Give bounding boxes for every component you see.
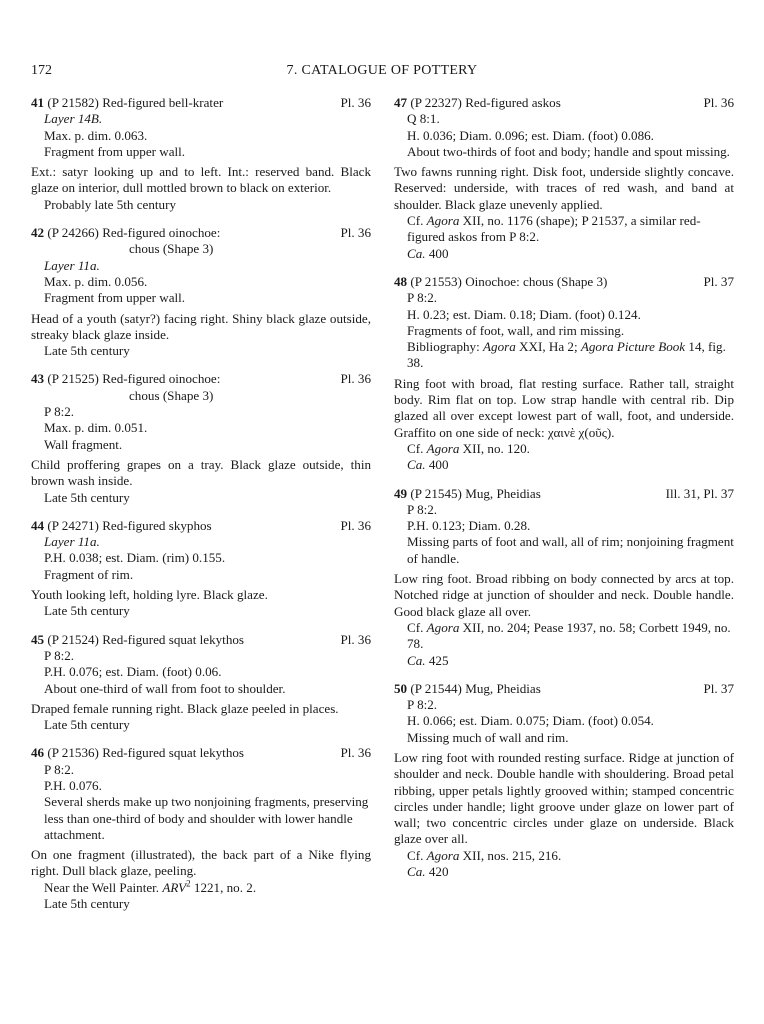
dimensions: Max. p. dim. 0.056. [44,273,148,289]
inventory-number: (P 24266) [47,225,99,241]
description: Low ring foot. Broad ribbing on body connected by arcs at top. Notched ridge at junction of shoulder and neck. Double handle. Good black glaze all over. [394,571,734,619]
entry-title-continued: chous (Shape 3) [129,241,214,257]
condition: Missing parts of foot and wall, all of rim; nonjoining fragment of handle. [407,534,734,566]
running-head: 7. CATALOGUE OF POTTERY [286,63,478,78]
condition: Fragment from upper wall. [44,143,186,159]
description: On one fragment (illustrated), the back part of a Nike flying right. Dull black glaze, peeling. [31,847,371,879]
dimensions: Max. p. dim. 0.063. [44,127,148,143]
entry-heading [394,681,734,697]
reference: Cf. Agora XII, no. 1176 (shape); P 21537, a similar red-figured askos from P 8:2. [407,213,701,245]
description: Low ring foot with rounded resting surface. Ridge at junction of shoulder and neck. Double handle with shouldering. Broad petal ribbing, upper petals lightly grooved within; stamped concentric circles under handle; light groove under glaze on lower part of wall; two concentric circles under glaze on underside. Black glaze over all. [394,749,734,847]
condition: About one-third of wall from foot to shoulder. [44,680,286,696]
entry-number: 41 [31,95,45,110]
entry-heading [31,371,371,387]
inventory-number: (P 21536) [47,745,99,761]
entry-number: 42 [31,225,45,241]
dimensions: Max. p. dim. 0.051. [44,420,148,436]
condition: Fragment of rim. [44,566,134,582]
description: Head of a youth (satyr?) facing right. Shiny black glaze outside, streaky black glaze inside. [31,310,371,342]
plate-reference: Pl. 37 [703,680,734,696]
entry-title: Mug, Pheidias [465,485,541,501]
description: Child proffering grapes on a tray. Black glaze outside, thin brown wash inside. [31,456,371,489]
date: Late 5th century [44,603,130,619]
date: Ca. 420 [407,864,449,880]
entry-number: 50 [394,680,408,696]
dimensions: H. 0.066; est. Diam. 0.075; Diam. (foot) 0.054. [407,713,654,729]
inventory-number: (P 21525) [47,371,99,387]
deposit: P 8:2. [407,290,438,306]
date: Ca. 425 [407,652,449,668]
entry-heading [31,632,371,648]
entry-heading [394,95,734,111]
condition: About two-thirds of foot and body; handle and spout missing. [407,143,730,159]
catalogue-entry-47 [394,95,734,262]
inventory-number: (P 24271) [47,517,99,533]
plate-reference: Ill. 31, Pl. 37 [665,485,734,501]
date: Ca. 400 [407,457,449,473]
catalogue-entry-48 [394,274,734,474]
bibliography: Bibliography: Agora XXI, Ha 2; Agora Picture Book 14, fig. 38. [407,339,726,371]
inventory-number: (P 21544) [410,680,462,696]
plate-reference: Pl. 36 [340,631,371,647]
reference: Cf. Agora XII, no. 120. [407,440,530,456]
reference: Near the Well Painter. ARV$^2$ 1221, no. 2. [44,878,257,895]
catalogue-entry-41 [31,95,371,213]
inventory-number: (P 21524) [47,631,99,647]
dimensions: H. 0.036; Diam. 0.096; est. Diam. (foot) 0.086. [407,127,654,143]
plate-reference: Pl. 36 [340,745,371,761]
plate-reference: Pl. 36 [340,225,371,241]
catalogue-entry-42 [31,225,371,359]
deposit: P 8:2. [44,404,75,420]
condition: Wall fragment. [44,436,123,452]
dimensions: H. 0.23; est. Diam. 0.18; Diam. (foot) 0.124. [407,306,641,322]
inventory-number: (P 21545) [410,485,462,501]
deposit: P 8:2. [44,647,75,663]
reference: Cf. Agora XII, no. 204; Pease 1937, no. 58; Corbett 1949, no. 78. [407,619,731,652]
condition: Missing much of wall and rim. [407,729,569,745]
catalogue-entry-43 [31,371,371,505]
entry-number: 44 [31,517,45,533]
deposit: Layer 11a. [44,257,100,273]
date: Probably late 5th century [44,196,176,212]
description: Ext.: satyr looking up and to left. Int.: reserved band. Black glaze on interior, dull mottled brown to black on exterior. [31,164,371,196]
deposit: Layer 11a. [44,534,100,550]
condition: Fragments of foot, wall, and rim missing. [407,322,625,338]
page-header [31,63,733,83]
entry-title: Red-figured oinochoe: [102,371,221,387]
entry-number: 48 [394,273,408,289]
inventory-number: (P 22327) [410,95,462,110]
deposit: Q 8:1. [407,111,440,127]
entry-number: 45 [31,631,45,647]
entry-heading [394,486,734,502]
condition: Fragment from upper wall. [44,290,186,306]
description: Two fawns running right. Disk foot, underside slightly concave. Reserved: underside, with traces of red wash, and band at shoulder. Black glaze unevenly applied. [394,164,734,212]
entry-title: Red-figured squat lekythos [102,745,245,761]
description: Draped female running right. Black glaze peeled in places. [31,700,339,716]
deposit: P 8:2. [407,501,438,517]
catalogue-entry-50 [394,681,734,881]
reference: Cf. Agora XII, nos. 215, 216. [407,847,562,863]
plate-reference: Pl. 36 [340,371,371,387]
inventory-number: (P 21553) [410,273,462,289]
entry-heading [394,274,734,290]
catalogue-entry-49 [394,486,734,669]
catalogue-entry-45 [31,632,371,734]
condition: Several sherds make up two nonjoining fragments, preserving less than one-third of body and shoulder with lower handle attachment. [44,794,369,842]
date: Late 5th century [44,896,130,912]
date: Late 5th century [44,489,130,505]
date: Ca. 400 [407,245,449,261]
deposit: Layer 14B. [44,111,103,127]
dimensions: P.H. 0.038; est. Diam. (rim) 0.155. [44,550,226,566]
right-column [394,95,734,892]
dimensions: P.H. 0.076. [44,777,102,793]
date: Late 5th century [44,717,130,733]
entry-title: Red-figured skyphos [102,517,212,533]
plate-reference: Pl. 36 [340,517,371,533]
page-number: 172 [31,63,52,78]
left-column [31,95,371,924]
inventory-number: (P 21582) [47,95,99,110]
entry-title: Red-figured oinochoe: [102,225,221,241]
plate-reference: Pl. 36 [703,95,734,110]
entry-title: Red-figured squat lekythos [102,631,245,647]
entry-title: Mug, Pheidias [465,680,541,696]
entry-number: 47 [394,95,408,110]
catalogue-entry-44 [31,518,371,620]
entry-number: 43 [31,371,45,387]
plate-reference: Pl. 37 [703,273,734,289]
entry-heading [31,745,371,761]
plate-reference: Pl. 36 [340,95,371,110]
entry-title: Red-figured askos [465,95,561,110]
entry-title: Red-figured bell-krater [102,95,224,110]
date: Late 5th century [44,343,130,359]
description: Ring foot with broad, flat resting surface. Rather tall, straight body. Rim flat on top. Low strap handle with central rib. Dip glazed all over except lowest part of wall, foot, and underside. Graffito on one side of neck: χαινὲ χ(οῦς). [394,375,734,440]
catalogue-entry-46 [31,745,371,912]
entry-heading [31,95,371,111]
entry-title: Oinochoe: chous (Shape 3) [465,273,608,289]
deposit: P 8:2. [44,761,75,777]
entry-number: 49 [394,485,408,501]
entry-heading [31,518,371,534]
entry-heading [31,225,371,241]
entry-number: 46 [31,745,45,761]
description: Youth looking left, holding lyre. Black glaze. [31,587,268,603]
dimensions: P.H. 0.076; est. Diam. (foot) 0.06. [44,664,222,680]
entry-title-continued: chous (Shape 3) [129,387,214,403]
deposit: P 8:2. [407,697,438,713]
dimensions: P.H. 0.123; Diam. 0.28. [407,518,531,534]
